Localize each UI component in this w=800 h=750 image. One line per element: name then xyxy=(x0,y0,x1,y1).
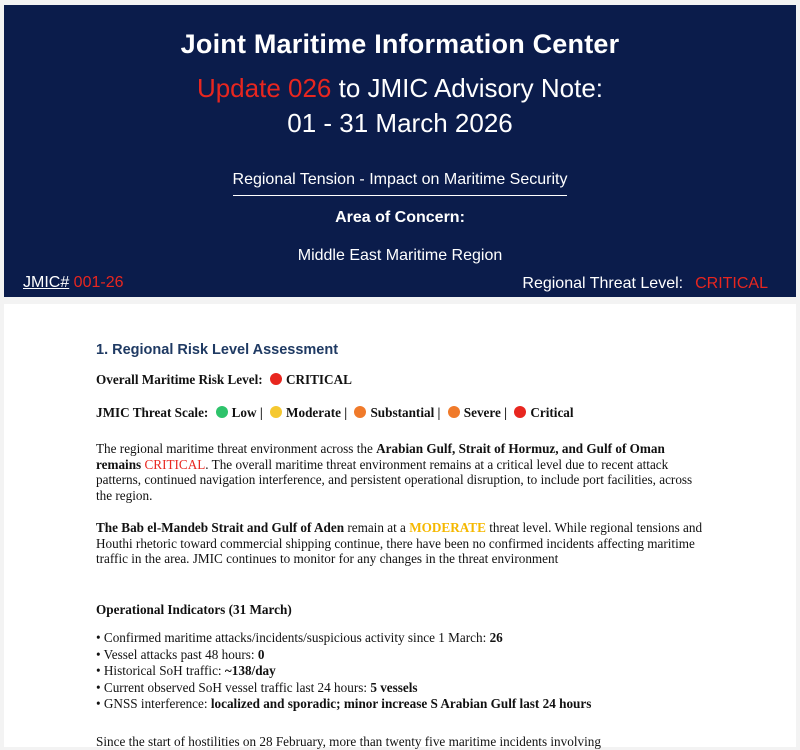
list-item xyxy=(96,680,591,697)
tension-subtitle-text: Regional Tension - Impact on Maritime Security xyxy=(233,171,568,196)
list-item xyxy=(96,696,591,713)
overall-risk-line xyxy=(96,372,352,388)
jmic-label: JMIC# xyxy=(23,274,70,291)
jmic-reference xyxy=(23,274,124,292)
overall-risk-value: CRITICAL xyxy=(285,372,352,387)
severe-dot-icon xyxy=(448,406,460,418)
scale-substantial: Substantial xyxy=(370,405,435,420)
threat-scale-line xyxy=(96,405,574,421)
overall-risk-label: Overall Maritime Risk Level: xyxy=(96,372,263,387)
tension-subtitle xyxy=(4,171,796,196)
indicator-text: • GNSS interference: xyxy=(96,696,211,711)
bab-el-mandeb-paragraph xyxy=(96,520,706,567)
scale-moderate: Moderate xyxy=(286,405,341,420)
indicator-text: • Confirmed maritime attacks/incidents/suspicious activity since 1 March: xyxy=(96,630,490,645)
moderate-dot-icon xyxy=(270,406,282,418)
low-dot-icon xyxy=(216,406,228,418)
indicator-text: • Historical SoH traffic: xyxy=(96,663,225,678)
critical-dot-icon xyxy=(270,373,282,385)
indicator-value: 0 xyxy=(257,646,265,662)
indicator-value: localized and sporadic; minor increase S Arabian Gulf last 24 hours xyxy=(210,696,592,711)
regional-threat-level xyxy=(522,275,768,293)
para1-region: Arabian Gulf, Strait of Hormuz, and Gulf of Oman remains xyxy=(96,441,665,472)
scale-low: Low xyxy=(231,405,257,420)
jmic-number: 001-26 xyxy=(69,274,124,291)
scale-separator: | xyxy=(259,405,263,420)
advisory-period: 01 - 31 March 2026 xyxy=(287,108,513,138)
list-item xyxy=(96,647,591,664)
region-name: Middle East Maritime Region xyxy=(297,247,503,264)
gulf-assessment-paragraph xyxy=(96,441,706,503)
indicator-value: 26 xyxy=(489,630,503,645)
indicator-value: ~138/day xyxy=(224,663,276,678)
area-of-concern-label: Area of Concern: xyxy=(335,209,465,226)
indicator-text: • Current observed SoH vessel traffic last 24 hours: xyxy=(96,679,371,695)
scale-separator: | xyxy=(437,405,441,420)
advisory-update-line xyxy=(4,73,796,104)
para2-region: The Bab el-Mandeb Strait and Gulf of Aden xyxy=(96,520,345,535)
list-item xyxy=(96,630,591,647)
document-header xyxy=(4,5,796,297)
threat-scale-label: JMIC Threat Scale: xyxy=(96,405,209,420)
section-title: 1. Regional Risk Level Assessment xyxy=(96,342,339,358)
threat-level-label: Regional Threat Level: xyxy=(522,275,684,292)
para1-critical: CRITICAL xyxy=(144,456,206,472)
header-title: Joint Maritime Information Center xyxy=(180,29,620,59)
operational-indicators-list xyxy=(96,630,591,713)
advisory-note-label: to JMIC Advisory Note: xyxy=(331,73,604,103)
critical-dot-icon xyxy=(514,406,526,418)
substantial-dot-icon xyxy=(354,406,366,418)
hostilities-paragraph: Since the start of hostilities on 28 February, more than twenty five maritime incidents involving xyxy=(96,734,601,749)
list-item xyxy=(96,663,591,680)
scale-severe: Severe xyxy=(463,405,501,420)
para2-moderate: MODERATE xyxy=(409,520,486,535)
scale-separator: | xyxy=(504,405,508,420)
indicator-value: 5 vessels xyxy=(370,679,418,695)
operational-indicators-title: Operational Indicators (31 March) xyxy=(96,602,292,617)
document-page xyxy=(4,304,796,747)
para2-rest: threat level. While regional tensions and Houthi rhetoric toward commercial shipping continue, there have been no confirmed incidents affecting maritime traffic in the area. JMIC continues to monitor for any changes in the threat environment xyxy=(96,520,703,566)
scale-separator: | xyxy=(344,405,348,420)
para1-rest: . The overall maritime threat environment remains at a critical level due to recent attack patterns, continued navigation interference, and persistent operational disruption, to include port facilities, across the region. xyxy=(96,456,693,503)
update-number: Update 026 xyxy=(196,73,332,103)
para1-intro: The regional maritime threat environment across the xyxy=(96,441,377,456)
indicator-text: • Vessel attacks past 48 hours: xyxy=(96,646,258,662)
para2-mid: remain at a xyxy=(344,520,410,535)
scale-critical: Critical xyxy=(530,405,574,420)
threat-level-value: CRITICAL xyxy=(695,275,768,292)
